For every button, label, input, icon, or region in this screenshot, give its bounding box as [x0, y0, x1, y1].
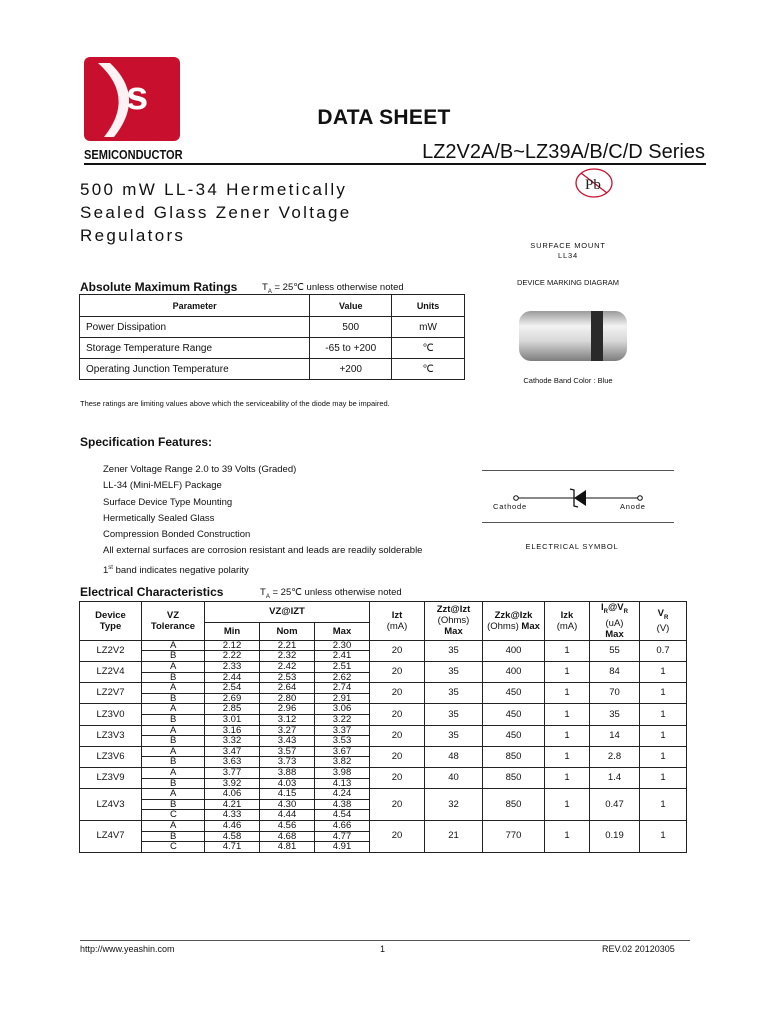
- column-header-zzk: Zzk@Izk (Ohms) Max: [483, 602, 545, 641]
- vz-min-cell: 2.54: [205, 683, 260, 694]
- device-type-cell: LZ2V2: [80, 640, 142, 661]
- vz-max-cell: 2.74: [315, 683, 370, 694]
- column-header: Parameter: [80, 295, 310, 317]
- zzt-cell: 35: [425, 662, 483, 683]
- vz-max-cell: 4.77: [315, 831, 370, 842]
- product-headline: 500 mW LL-34 Hermetically Sealed Glass Zener Voltage Regulators: [80, 180, 352, 245]
- vz-max-cell: 4.91: [315, 842, 370, 853]
- vz-min-cell: 4.21: [205, 799, 260, 810]
- zzt-cell: 32: [425, 789, 483, 821]
- device-type-cell: LZ4V7: [80, 820, 142, 852]
- vr-cell: 1: [640, 725, 687, 746]
- vz-max-cell: 3.06: [315, 704, 370, 715]
- izk-cell: 1: [545, 640, 590, 661]
- header-rule: [84, 163, 706, 165]
- vz-min-cell: 4.46: [205, 820, 260, 831]
- vz-nom-cell: 2.53: [260, 672, 315, 683]
- table-row: Storage Temperature Range -65 to +200 ℃: [80, 338, 465, 359]
- pb-label: Pb: [585, 177, 601, 193]
- zzk-cell: 450: [483, 704, 545, 725]
- table-header-row: [80, 295, 465, 317]
- list-item: Surface Device Type Mounting: [103, 496, 233, 508]
- tolerance-cell: B: [142, 757, 205, 768]
- izk-cell: 1: [545, 704, 590, 725]
- izt-cell: 20: [370, 789, 425, 821]
- cathode-label: Cathode: [493, 502, 527, 511]
- electrical-symbol-label: ELECTRICAL SYMBOL: [525, 542, 619, 551]
- vz-min-cell: 4.33: [205, 810, 260, 821]
- vz-min-cell: 3.77: [205, 768, 260, 779]
- device-type-cell: LZ2V4: [80, 662, 142, 683]
- tolerance-cell: B: [142, 715, 205, 726]
- list-item: Hermetically Sealed Glass: [103, 512, 215, 524]
- zzt-cell: 40: [425, 768, 483, 789]
- document-title: DATA SHEET: [317, 106, 451, 129]
- tolerance-cell: B: [142, 651, 205, 662]
- vz-nom-cell: 2.32: [260, 651, 315, 662]
- vz-min-cell: 4.58: [205, 831, 260, 842]
- device-type-cell: LZ3V3: [80, 725, 142, 746]
- ir-cell: 0.47: [590, 789, 640, 821]
- vr-cell: 1: [640, 683, 687, 704]
- tolerance-cell: B: [142, 672, 205, 683]
- izt-cell: 20: [370, 725, 425, 746]
- zzt-cell: 48: [425, 746, 483, 767]
- vr-cell: 1: [640, 768, 687, 789]
- vz-min-cell: 2.85: [205, 704, 260, 715]
- vr-cell: 1: [640, 746, 687, 767]
- ir-cell: 14: [590, 725, 640, 746]
- vz-nom-cell: 4.15: [260, 789, 315, 800]
- column-header-min: Min: [205, 622, 260, 640]
- table-row: [80, 789, 687, 800]
- tolerance-cell: B: [142, 693, 205, 704]
- vz-nom-cell: 2.42: [260, 662, 315, 673]
- izk-cell: 1: [545, 768, 590, 789]
- zzk-cell: 850: [483, 789, 545, 821]
- tolerance-cell: B: [142, 736, 205, 747]
- vz-min-cell: 2.12: [205, 640, 260, 651]
- zzt-cell: 35: [425, 704, 483, 725]
- vr-cell: 0.7: [640, 640, 687, 661]
- table-header-row: [80, 602, 687, 623]
- vz-nom-cell: 3.12: [260, 715, 315, 726]
- izk-cell: 1: [545, 820, 590, 852]
- abs-max-title: Absolute Maximum Ratings: [80, 280, 238, 294]
- izt-cell: 20: [370, 768, 425, 789]
- vz-min-cell: 3.32: [205, 736, 260, 747]
- vz-max-cell: 4.13: [315, 778, 370, 789]
- vz-min-cell: 3.01: [205, 715, 260, 726]
- zzk-cell: 400: [483, 662, 545, 683]
- column-header-vz: VZ Tolerance: [142, 602, 205, 641]
- vz-max-cell: 3.98: [315, 768, 370, 779]
- vz-max-cell: 2.41: [315, 651, 370, 662]
- vz-nom-cell: 2.80: [260, 693, 315, 704]
- vz-max-cell: 2.62: [315, 672, 370, 683]
- list-item: Zener Voltage Range 2.0 to 39 Volts (Graded): [103, 464, 297, 475]
- ir-cell: 35: [590, 704, 640, 725]
- vz-min-cell: 3.47: [205, 746, 260, 757]
- table-row: [80, 768, 687, 779]
- elec-char-condition: $T_A$ = 25℃ unless otherwise noted: [260, 587, 402, 600]
- series-name: LZ2V2A/B~LZ39A/B/C/D Series: [422, 141, 705, 163]
- vz-min-cell: 2.33: [205, 662, 260, 673]
- vz-nom-cell: 4.56: [260, 820, 315, 831]
- izt-cell: 20: [370, 704, 425, 725]
- izt-cell: 20: [370, 640, 425, 661]
- izt-cell: 20: [370, 683, 425, 704]
- column-header-max: Max: [315, 622, 370, 640]
- izk-cell: 1: [545, 662, 590, 683]
- vz-min-cell: 2.22: [205, 651, 260, 662]
- symbol-divider-bottom: [482, 522, 674, 523]
- tolerance-cell: A: [142, 768, 205, 779]
- cathode-band-note: Cathode Band Color : Blue: [523, 376, 613, 385]
- table-row: [80, 746, 687, 757]
- column-header: Value: [310, 295, 392, 317]
- tolerance-cell: A: [142, 820, 205, 831]
- zzt-cell: 35: [425, 725, 483, 746]
- tolerance-cell: A: [142, 683, 205, 694]
- tolerance-cell: C: [142, 810, 205, 821]
- vz-max-cell: 2.91: [315, 693, 370, 704]
- page-number: 1: [380, 944, 386, 954]
- tolerance-cell: C: [142, 842, 205, 853]
- revision-label: REV.02 20120305: [602, 944, 675, 954]
- vz-max-cell: 4.24: [315, 789, 370, 800]
- abs-max-table: [79, 294, 465, 380]
- vr-cell: 1: [640, 789, 687, 821]
- ir-cell: 84: [590, 662, 640, 683]
- device-type-cell: LZ4V3: [80, 789, 142, 821]
- vz-nom-cell: 2.96: [260, 704, 315, 715]
- izk-cell: 1: [545, 683, 590, 704]
- tolerance-cell: A: [142, 662, 205, 673]
- table-row: [80, 704, 687, 715]
- list-item: 1st band indicates negative polarity: [103, 564, 249, 576]
- tolerance-cell: A: [142, 704, 205, 715]
- tolerance-cell: B: [142, 831, 205, 842]
- column-header-izk: Izk (mA): [545, 602, 590, 641]
- izk-cell: 1: [545, 789, 590, 821]
- vz-nom-cell: 4.30: [260, 799, 315, 810]
- ir-cell: 0.19: [590, 820, 640, 852]
- tolerance-cell: A: [142, 725, 205, 736]
- surface-mount-label: SURFACE MOUNT LL34: [530, 241, 606, 260]
- pb-free-icon: [574, 167, 614, 199]
- zzk-cell: 770: [483, 820, 545, 852]
- vz-max-cell: 3.53: [315, 736, 370, 747]
- vz-nom-cell: 4.68: [260, 831, 315, 842]
- izk-cell: 1: [545, 746, 590, 767]
- vz-nom-cell: 3.88: [260, 768, 315, 779]
- zzk-cell: 850: [483, 746, 545, 767]
- vz-max-cell: 4.54: [315, 810, 370, 821]
- ir-cell: 2.8: [590, 746, 640, 767]
- column-header-nom: Nom: [260, 622, 315, 640]
- electrical-characteristics-table: [79, 601, 687, 853]
- vz-nom-cell: 4.81: [260, 842, 315, 853]
- vr-cell: 1: [640, 704, 687, 725]
- device-type-cell: LZ3V0: [80, 704, 142, 725]
- zzt-cell: 35: [425, 640, 483, 661]
- cathode-band: [591, 311, 603, 361]
- list-item: LL-34 (Mini-MELF) Package: [103, 480, 222, 492]
- vz-max-cell: 2.30: [315, 640, 370, 651]
- tolerance-cell: B: [142, 799, 205, 810]
- vz-nom-cell: 3.73: [260, 757, 315, 768]
- vz-nom-cell: 4.44: [260, 810, 315, 821]
- list-item: All external surfaces are corrosion resistant and leads are readily solderable: [103, 545, 423, 557]
- zzk-cell: 400: [483, 640, 545, 661]
- list-item: Compression Bonded Construction: [103, 529, 251, 541]
- izt-cell: 20: [370, 746, 425, 767]
- tolerance-cell: A: [142, 746, 205, 757]
- footer-url: http://www.yeashin.com: [80, 944, 175, 954]
- marking-diagram-title: DEVICE MARKING DIAGRAM: [516, 278, 620, 287]
- ratings-note: These ratings are limiting values above which the serviceability of the diode may be impaired.: [80, 399, 390, 408]
- zzt-cell: 21: [425, 820, 483, 852]
- vr-cell: 1: [640, 820, 687, 852]
- zzk-cell: 450: [483, 725, 545, 746]
- svg-text:s: s: [126, 74, 149, 118]
- vz-min-cell: 4.71: [205, 842, 260, 853]
- vz-nom-cell: 4.03: [260, 778, 315, 789]
- footer-rule: [80, 940, 690, 941]
- tolerance-cell: A: [142, 789, 205, 800]
- vz-nom-cell: 3.57: [260, 746, 315, 757]
- spec-features-list: [103, 462, 422, 576]
- column-header-vz-izt: VZ@IZT: [205, 602, 370, 623]
- vz-max-cell: 3.22: [315, 715, 370, 726]
- vr-cell: 1: [640, 662, 687, 683]
- vz-max-cell: 3.37: [315, 725, 370, 736]
- izt-cell: 20: [370, 820, 425, 852]
- spec-features-title: Specification Features:: [80, 435, 213, 449]
- diode-package-image: [519, 309, 627, 363]
- column-header: Units: [392, 295, 465, 317]
- tolerance-cell: A: [142, 640, 205, 651]
- vz-max-cell: 4.66: [315, 820, 370, 831]
- zzt-cell: 35: [425, 683, 483, 704]
- elec-char-title: Electrical Characteristics: [80, 585, 224, 599]
- zener-symbol-icon: [488, 486, 658, 516]
- vz-max-cell: 4.38: [315, 799, 370, 810]
- vz-min-cell: 3.63: [205, 757, 260, 768]
- column-header-vr: $V_R$ (V): [640, 602, 687, 641]
- vz-nom-cell: 3.43: [260, 736, 315, 747]
- anode-label: Anode: [620, 502, 646, 511]
- column-header-izt: Izt (mA): [370, 602, 425, 641]
- vz-max-cell: 2.51: [315, 662, 370, 673]
- table-row: [80, 683, 687, 694]
- izt-cell: 20: [370, 662, 425, 683]
- table-row: [80, 820, 687, 831]
- vz-min-cell: 2.69: [205, 693, 260, 704]
- abs-max-condition: $T_A$ = 25℃ unless otherwise noted: [262, 282, 404, 295]
- ir-cell: 55: [590, 640, 640, 661]
- vz-min-cell: 2.44: [205, 672, 260, 683]
- vz-max-cell: 3.67: [315, 746, 370, 757]
- vz-min-cell: 3.92: [205, 778, 260, 789]
- vz-max-cell: 3.82: [315, 757, 370, 768]
- vz-nom-cell: 2.64: [260, 683, 315, 694]
- column-header-zzt: Zzt@Izt (Ohms) Max: [425, 602, 483, 641]
- device-type-cell: LZ2V7: [80, 683, 142, 704]
- table-row: [80, 725, 687, 736]
- company-name: SEMICONDUCTOR: [84, 147, 183, 162]
- zzk-cell: 850: [483, 768, 545, 789]
- vz-min-cell: 3.16: [205, 725, 260, 736]
- device-type-cell: LZ3V6: [80, 746, 142, 767]
- table-row: [80, 640, 687, 651]
- izk-cell: 1: [545, 725, 590, 746]
- vz-nom-cell: 3.27: [260, 725, 315, 736]
- table-row: [80, 662, 687, 673]
- vz-min-cell: 4.06: [205, 789, 260, 800]
- vz-nom-cell: 2.21: [260, 640, 315, 651]
- device-type-cell: LZ3V9: [80, 768, 142, 789]
- ir-cell: 1.4: [590, 768, 640, 789]
- zzk-cell: 450: [483, 683, 545, 704]
- table-row: Power Dissipation 500 mW: [80, 317, 465, 338]
- column-header-ir: $I_R@V_R$ (uA) Max: [590, 602, 640, 641]
- table-row: Operating Junction Temperature +200 ℃: [80, 359, 465, 380]
- tolerance-cell: B: [142, 778, 205, 789]
- column-header-device: Device Type: [80, 602, 142, 641]
- symbol-divider-top: [482, 470, 674, 471]
- ir-cell: 70: [590, 683, 640, 704]
